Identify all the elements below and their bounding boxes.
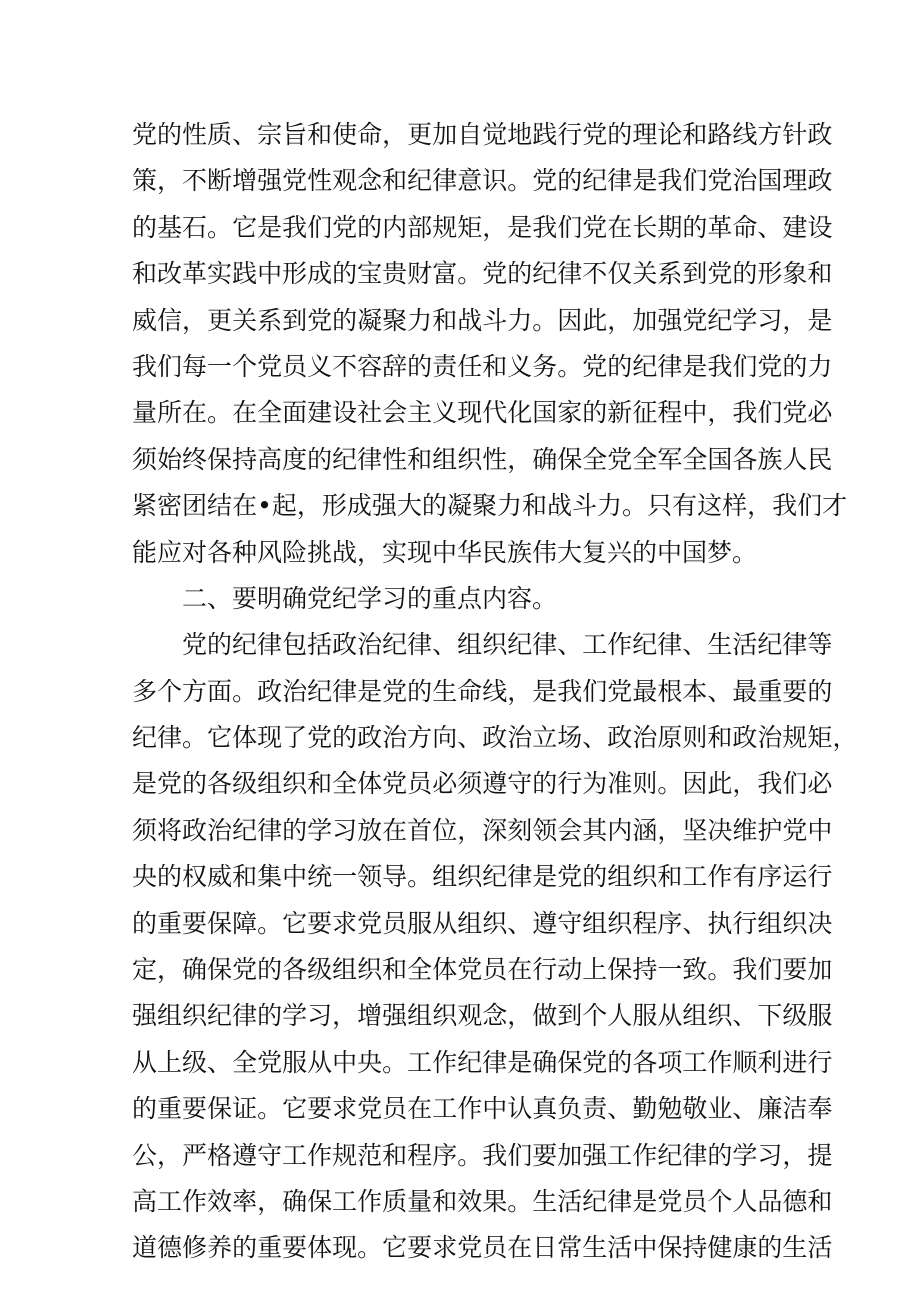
paragraph-line: 须 始 终 保 持 高 度 的 纪 律 性 和 组 织 性 ， 确 保 全 党 全 军 全 国 各 族 人 民 [132, 444, 833, 474]
paragraph-line: 的 重 要 保 障 。 它 要 求 党 员 服 从 组 织 、 遵 守 组 织 程 序 、 执 行 组 织 决 [132, 908, 833, 938]
paragraph-line: 我 们 每 一 个 党 员 义 不 容 辞 的 责 任 和 义 务 。 党 的 纪 律 是 我 们 党 的 力 [132, 351, 833, 381]
paragraph-line: 党 的 纪 律 包 括 政 治 纪 律 、 组 织 纪 律 、 工 作 纪 律 、 生 活 纪 律 等 [182, 630, 833, 660]
paragraph-line: 紧 密 团 结 在 • 起 ， 形 成 强 大 的 凝 聚 力 和 战 斗 力 。 只 有 这 样 ， 我 们 才 [132, 491, 848, 521]
paragraph-line: 的 基 石 。 它 是 我 们 党 的 内 部 规 矩 ， 是 我 们 党 在 长 期 的 革 命 、 建 设 [132, 212, 833, 242]
paragraph-line: 威 信 ， 更 关 系 到 党 的 凝 聚 力 和 战 斗 力 。 因 此 ， 加 强 党 纪 学 习 ， 是 [132, 305, 833, 335]
paragraph-line: 从 上 级 、 全 党 服 从 中 央 。 工 作 纪 律 是 确 保 党 的 各 项 工 作 顺 利 进 行 [132, 1047, 833, 1077]
paragraph-line: 强 组 织 纪 律 的 学 习 ， 增 强 组 织 观 念 ， 做 到 个 人 服 从 组 织 、 下 级 服 [132, 1001, 833, 1031]
paragraph-line: 的 重 要 保 证 。 它 要 求 党 员 在 工 作 中 认 真 负 责 、 勤 勉 敬 业 、 廉 洁 奉 [132, 1094, 833, 1124]
paragraph-line: 多 个 方 面 。 政 治 纪 律 是 党 的 生 命 线 ， 是 我 们 党 最 根 本 、 最 重 要 的 [132, 676, 833, 706]
paragraph-line: 和 改 革 实 践 中 形 成 的 宝 贵 财 富 。 党 的 纪 律 不 仅 关 系 到 党 的 形 象 和 [132, 259, 833, 289]
paragraph-line: 策 ， 不 断 增 强 党 性 观 念 和 纪 律 意 识 。 党 的 纪 律 是 我 们 党 治 国 理 政 [132, 166, 833, 196]
paragraph-line: 定 ， 确 保 党 的 各 级 组 织 和 全 体 党 员 在 行 动 上 保 持 一 致 。 我 们 要 加 [132, 955, 833, 985]
section-heading: 二、要明确党纪学习的重点内容。 [182, 583, 558, 613]
paragraph-line: 须 将 政 治 纪 律 的 学 习 放 在 首 位 ， 深 刻 领 会 其 内 涵 ， 坚 决 维 护 党 中 [132, 815, 833, 845]
paragraph-line: 纪 律 。 它 体 现 了 党 的 政 治 方 向 、 政 治 立 场 、 政 治 原 则 和 政 治 规 矩 ， [132, 723, 858, 753]
paragraph-line: 央 的 权 威 和 集 中 统 一 领 导 。 组 织 纪 律 是 党 的 组 织 和 工 作 有 序 运 行 [132, 862, 833, 892]
paragraph-line: 量 所 在 。 在 全 面 建 设 社 会 主 义 现 代 化 国 家 的 新 征 程 中 ， 我 们 党 必 [132, 398, 833, 428]
paragraph-line: 能应对各种风险挑战，实现中华民族伟大复兴的中国梦。 [132, 537, 758, 567]
paragraph-line: 公 ， 严 格 遵 守 工 作 规 范 和 程 序 。 我 们 要 加 强 工 作 纪 律 的 学 习 ， 提 [132, 1140, 833, 1170]
document-body [132, 112, 858, 1272]
paragraph-line: 高 工 作 效 率 ， 确 保 工 作 质 量 和 效 果 。 生 活 纪 律 是 党 员 个 人 品 德 和 [132, 1186, 833, 1216]
paragraph-line: 道 德 修 养 的 重 要 体 现 。 它 要 求 党 员 在 日 常 生 活 中 保 持 健 康 的 生 活 [132, 1233, 833, 1263]
paragraph-line: 是 党 的 各 级 组 织 和 全 体 党 员 必 须 遵 守 的 行 为 准 则 。 因 此 ， 我 们 必 [132, 769, 833, 799]
paragraph-line: 党 的 性 质 、 宗 旨 和 使 命 ， 更 加 自 觉 地 践 行 党 的 理 论 和 路 线 方 针 政 [132, 120, 833, 149]
